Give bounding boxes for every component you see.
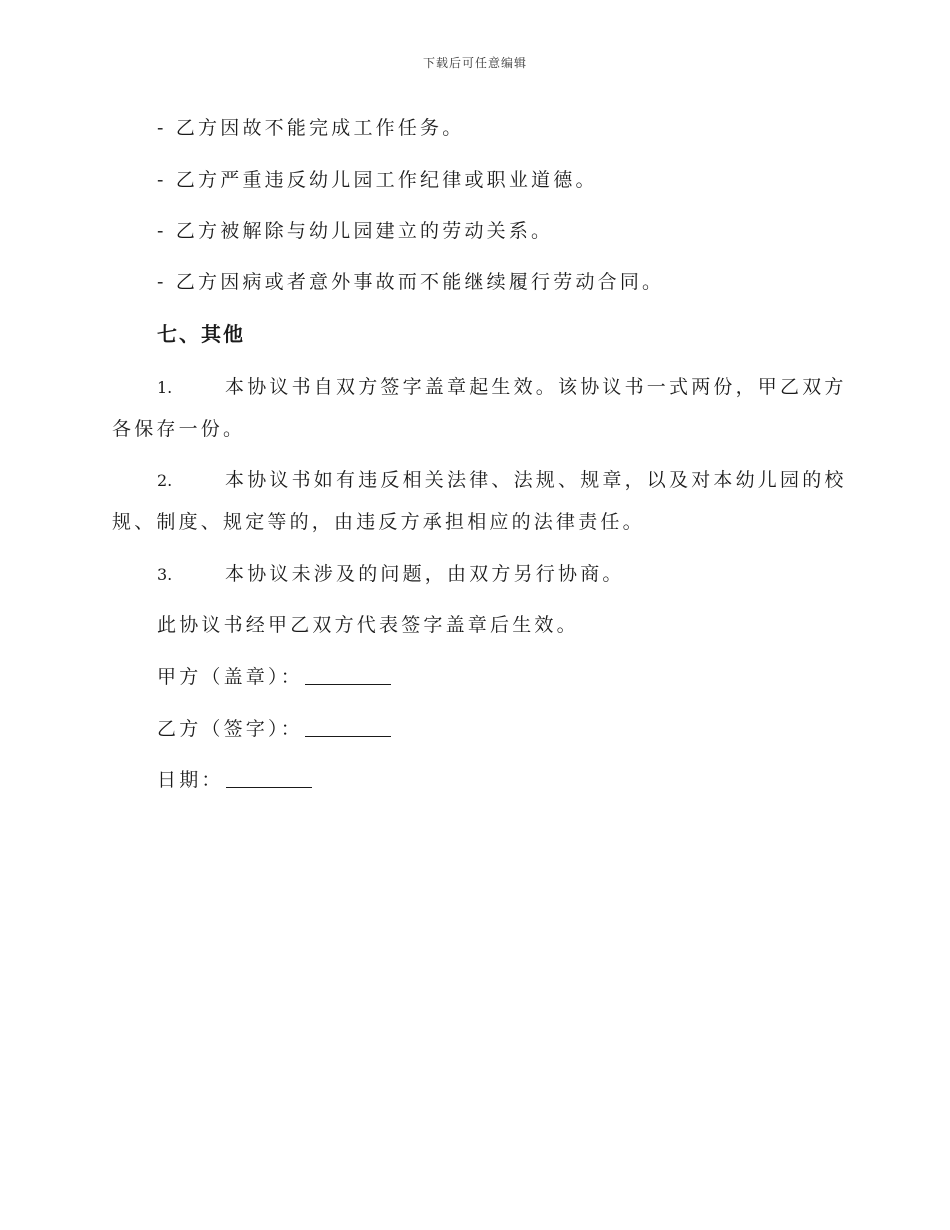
item-number: 3. [157,565,173,584]
date-blank-line [226,769,312,788]
bullet-item: - 乙方因病或者意外事故而不能继续履行劳动合同。 [157,271,665,293]
signature-blank-line [305,718,391,737]
bullet-item: - 乙方因故不能完成工作任务。 [157,117,465,139]
item-text: 本协议书如有违反相关法律、法规、规章，以及对本幼儿园的校 [225,469,847,491]
bullet-item: - 乙方严重违反幼儿园工作纪律或职业道德。 [157,169,598,191]
item-number: 2. [157,471,173,490]
bullet-item: - 乙方被解除与幼儿园建立的劳动关系。 [157,220,554,242]
numbered-item-2-line2: 规、制度、规定等的，由违反方承担相应的法律责任。 [112,511,645,533]
signature-blank-line [305,666,391,685]
numbered-item-3 [157,561,625,588]
signature-label: 甲方（盖章）： [157,666,303,688]
signature-party-a [157,664,391,690]
closing-statement: 此协议书经甲乙双方代表签字盖章后生效。 [157,614,579,636]
signature-date [157,767,312,793]
signature-party-b [157,716,391,742]
page-header: 下载后可任意编辑 [422,56,527,70]
date-label: 日期： [157,769,224,791]
numbered-item-2-line1 [157,467,847,494]
signature-label: 乙方（签字）： [157,718,303,740]
item-text: 本协议书自双方签字盖章起生效。该协议书一式两份，甲乙双方 [225,376,847,398]
item-number: 1. [157,378,173,397]
item-text: 本协议未涉及的问题，由双方另行协商。 [225,563,625,585]
numbered-item-1-line1 [157,374,847,401]
numbered-item-1-line2: 各保存一份。 [112,418,246,440]
section-title: 七、其他 [157,322,245,346]
